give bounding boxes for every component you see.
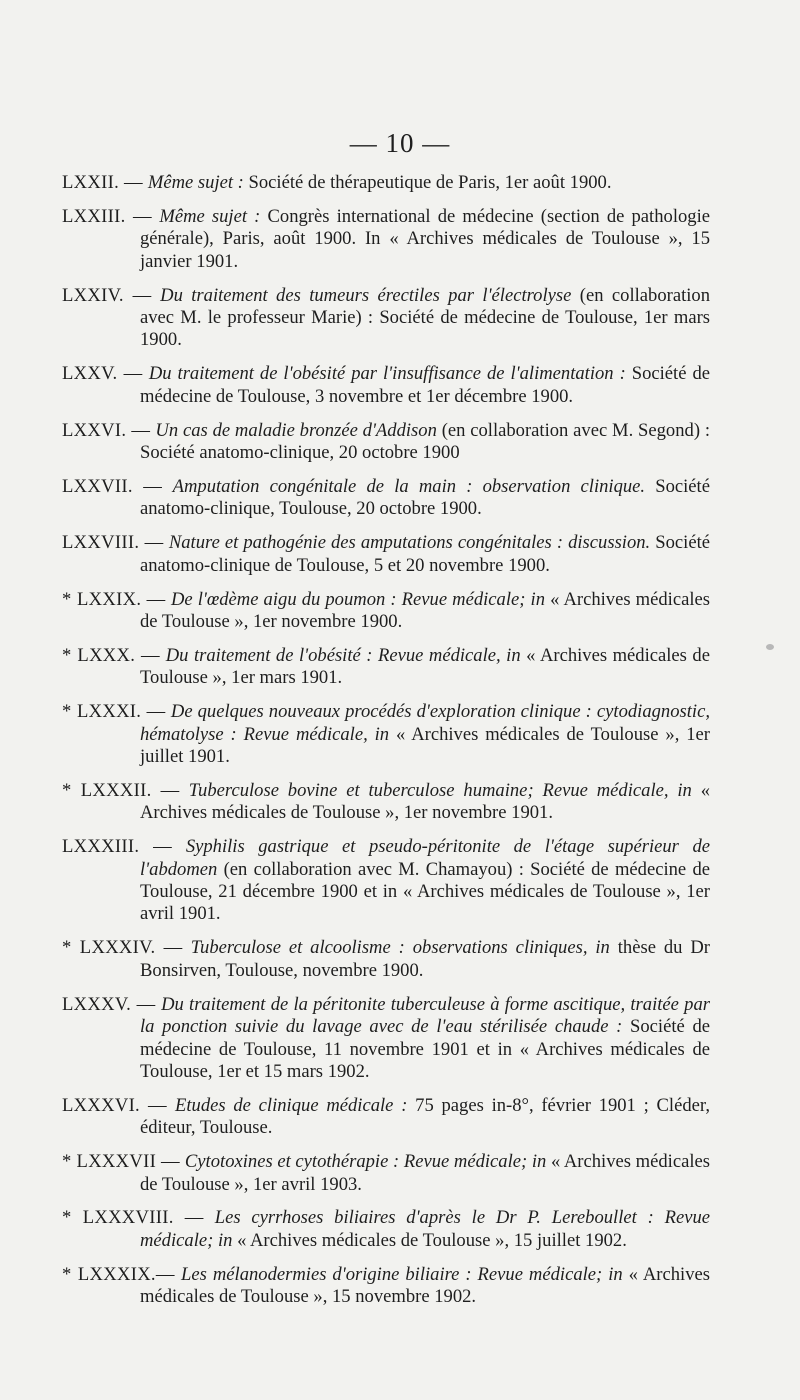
entry-details: (en collaboration avec M. le professeur Marie) : Société de médecine de Toulouse, 1er mars 1900. xyxy=(140,284,710,351)
entry-number: * LXXXI. — xyxy=(62,701,171,723)
entry-title: Du traitement de l'obésité par l'insuffisance de l'alimentation : xyxy=(148,363,626,385)
bibliography-entry xyxy=(62,476,710,521)
entry-details: « Archives médicales de Toulouse », 1er juillet 1901. xyxy=(140,723,710,768)
entry-details: « Archives médicales de Toulouse », 1er novembre 1901. xyxy=(140,779,710,824)
entry-number: LXXXV. — xyxy=(62,993,162,1015)
entry-details: « Archives médicales de Toulouse », 1er mars 1901. xyxy=(140,644,710,689)
bibliography-entry xyxy=(62,937,710,982)
entry-details: thèse du Dr Bonsirven, Toulouse, novembre 1900. xyxy=(140,937,710,981)
bibliography-entry xyxy=(62,172,710,194)
entry-number: * LXXXVII — xyxy=(62,1151,185,1173)
entry-title: Amputation congénitale de la main : observation clinique. xyxy=(172,475,646,497)
bibliography-entry xyxy=(62,701,710,768)
entry-title: Les mélanodermies d'origine biliaire : Revue médicale; in xyxy=(181,1263,623,1285)
entry-details: (en collaboration avec M. Chamayou) : Société de médecine de Toulouse, 21 décembre 1900 et in « Archives médicales de Toulouse », 1er avril 1901. xyxy=(140,858,710,925)
page-number: — 10 — xyxy=(349,128,451,158)
entry-number: * LXXXII. — xyxy=(62,779,189,801)
entry-number: * LXXXIV. — xyxy=(62,937,191,959)
entry-details: (en collaboration avec M. Segond) : Société anatomo-clinique, 20 octobre 1900 xyxy=(140,419,710,464)
entry-title: Syphilis gastrique et pseudo-péritonite de l'étage supérieur de l'abdomen xyxy=(140,836,710,880)
bibliography-entry xyxy=(62,285,710,352)
entry-number: * LXXIX. — xyxy=(62,588,171,610)
entry-title: Même sujet : xyxy=(147,172,244,193)
entry-title: Du traitement des tumeurs érectiles par l'électrolyse xyxy=(160,284,572,306)
entry-title: Tuberculose bovine et tuberculose humaine; Revue médicale, in xyxy=(188,779,692,801)
bibliography-entry xyxy=(62,532,710,577)
bibliography-entry xyxy=(62,1151,710,1196)
entry-details: Société de thérapeutique de Paris, 1er août 1900. xyxy=(243,172,612,193)
entry-number: * LXXXIX.— xyxy=(62,1263,182,1285)
entry-title: Même sujet : xyxy=(159,205,261,227)
entry-title: Les cyrrhoses biliaires d'après le Dr P. Lereboullet : Revue médicale; in xyxy=(140,1207,710,1251)
entry-number: LXXVIII. — xyxy=(62,532,169,554)
entry-title: Du traitement de la péritonite tuberculeuse à forme ascitique, traitée par la ponction suivie du lavage avec de l'eau stérilisée chaude : xyxy=(140,993,710,1038)
entry-details: 75 pages in-8°, février 1901 ; Cléder, éditeur, Toulouse. xyxy=(140,1094,710,1139)
entry-details: « Archives médicales de Toulouse », 1er avril 1903. xyxy=(140,1151,710,1195)
entry-number: * LXXX. — xyxy=(62,644,166,666)
entry-details: « Archives médicales de Toulouse », 1er novembre 1900. xyxy=(140,588,711,632)
entry-title: Cytotoxines et cytothérapie : Revue médicale; in xyxy=(184,1151,547,1173)
entry-details: Société de médecine de Toulouse, 11 novembre 1901 et in « Archives médicales de Toulouse, 1er et 15 mars 1902. xyxy=(140,1016,710,1082)
bibliography-entry xyxy=(62,836,710,926)
bibliography-entry xyxy=(62,1095,710,1140)
bibliography-entry xyxy=(62,1264,710,1309)
entry-details: « Archives médicales de Toulouse », 15 novembre 1902. xyxy=(140,1263,710,1308)
entry-details: Société anatomo-clinique de Toulouse, 5 et 20 novembre 1900. xyxy=(140,532,710,576)
entry-title: Un cas de maladie bronzée d'Addison xyxy=(155,419,437,441)
bibliography-entry xyxy=(62,206,710,273)
entry-title: De l'œdème aigu du poumon : Revue médicale; in xyxy=(170,588,546,610)
entry-number: LXXIII. — xyxy=(62,205,160,227)
bibliography-entry xyxy=(62,1207,710,1252)
entry-title: Tuberculose et alcoolisme : observations cliniques, in xyxy=(190,937,610,959)
entry-title: Nature et pathogénie des amputations congénitales : discussion. xyxy=(168,532,651,554)
entry-number: LXXV. — xyxy=(62,363,149,385)
entry-number: LXXVII. — xyxy=(62,475,173,497)
bibliography-entry xyxy=(62,645,710,690)
entry-number: LXXIV. — xyxy=(62,284,161,306)
entry-details: « Archives médicales de Toulouse », 15 juillet 1902. xyxy=(232,1229,627,1251)
entry-details: Société anatomo-clinique, Toulouse, 20 octobre 1900. xyxy=(140,475,710,520)
entry-title: De quelques nouveaux procédés d'exploration clinique : cytodiagnostic, hématolyse : Revue médicale, in xyxy=(140,701,710,745)
bibliography-entry xyxy=(62,420,710,465)
bibliography-entry xyxy=(62,363,710,408)
bibliography-entry xyxy=(62,780,710,825)
entry-number: * LXXXVIII. — xyxy=(62,1207,215,1229)
bibliography-entry xyxy=(62,994,710,1084)
entry-title: Etudes de clinique médicale : xyxy=(175,1094,408,1116)
paper-speck xyxy=(766,644,774,650)
entry-details: Congrès international de médecine (section de pathologie générale), Paris, août 1900. In « Archives médicales de Toulouse », 15 janvier 1901. xyxy=(140,205,710,272)
bibliography-entry xyxy=(62,589,710,634)
entry-number: LXXXIII. — xyxy=(62,836,186,858)
entry-number: LXXXVI. — xyxy=(62,1094,176,1116)
entry-title: Du traitement de l'obésité : Revue médicale, in xyxy=(165,644,521,666)
entry-details: Société de médecine de Toulouse, 3 novembre et 1er décembre 1900. xyxy=(140,363,710,407)
entry-number: LXXII. — xyxy=(62,172,148,193)
bibliography-list xyxy=(62,172,710,1320)
entry-number: LXXVI. — xyxy=(62,419,156,441)
